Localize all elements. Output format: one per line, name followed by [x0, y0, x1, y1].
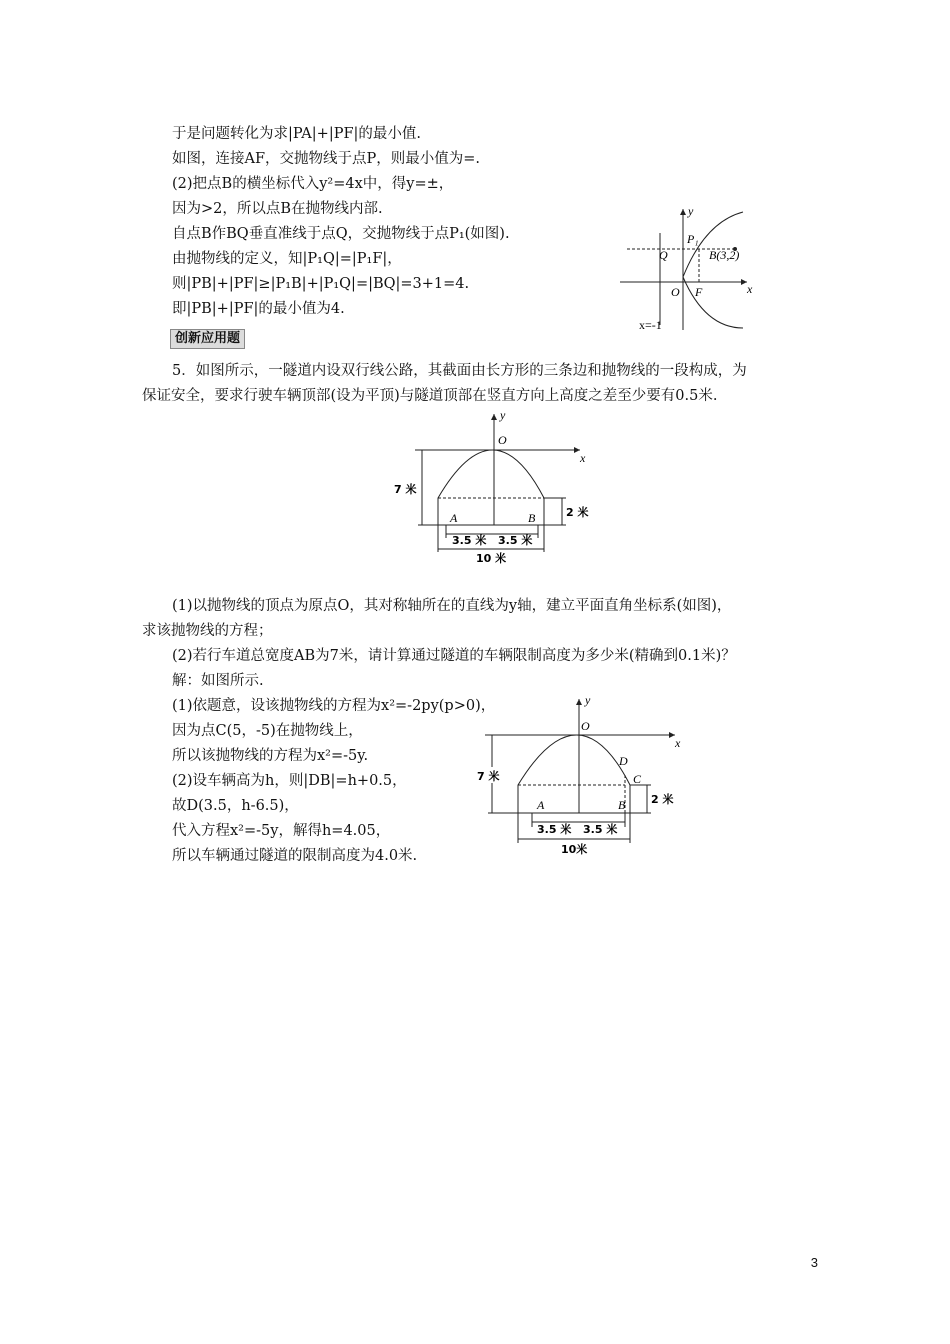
- q2-line: (2)若行车道总宽度AB为7米，请计算通过隧道的车辆限制高度为多少米(精确到0.1米)？: [172, 648, 736, 664]
- fig2-half-right: 3.5 米: [498, 534, 533, 547]
- fig3-width-label: 10米: [561, 843, 588, 856]
- fig1-origin-label: O: [671, 285, 680, 299]
- section-badge: 创新应用题: [170, 329, 245, 349]
- fig1-y-label: y: [688, 204, 694, 218]
- fig3-b-label: B: [618, 798, 626, 812]
- fig3-a-label: A: [537, 798, 545, 812]
- fig2-b-label: B: [528, 511, 536, 525]
- fig1-p1-label: P₁: [687, 232, 699, 246]
- fig3-d-label: D: [619, 754, 628, 768]
- solution5-line-2: 因为点C(5，-5)在抛物线上，: [172, 723, 363, 739]
- solution5-line-6: 代入方程x²=-5y，解得h=4.05，: [172, 823, 391, 839]
- fig2-half-left: 3.5 米: [452, 534, 487, 547]
- fig2-x-label: x: [580, 451, 586, 465]
- fig1-focus-label: F: [695, 285, 703, 299]
- fig3-origin-label: O: [581, 719, 590, 733]
- fig3-y-label: y: [585, 693, 591, 707]
- fig2-y-label: y: [500, 408, 506, 422]
- fig1-b-label: B(3,2): [709, 248, 740, 262]
- fig3-half-right: 3.5 米: [583, 823, 618, 836]
- parabola-curve: [683, 212, 743, 328]
- fig2-side-label: 2 米: [566, 506, 589, 519]
- fig3-c-label: C: [633, 772, 642, 786]
- figure-tunnel-solution: [475, 695, 695, 860]
- y-axis-arrow-icon: [680, 209, 686, 215]
- solution-line-6: 由抛物线的定义，知|P₁Q|=|P₁F|，: [172, 251, 402, 267]
- fig2-width-label: 10 米: [476, 552, 507, 565]
- solution-line-4: 因为>2，所以点B在抛物线内部.: [172, 201, 383, 217]
- fig2-origin-label: O: [498, 433, 507, 447]
- y-axis-arrow-icon: [576, 699, 582, 705]
- q1-line-2: 求该抛物线的方程；: [142, 623, 273, 639]
- y-axis-arrow-icon: [491, 414, 497, 420]
- problem5-line-2: 保证安全，要求行驶车辆顶部(设为平顶)与隧道顶部在竖直方向上高度之差至少要有0.5米.: [142, 388, 718, 404]
- solution-line-7: 则|PB|+|PF|≥|P₁B|+|P₁Q|=|BQ|=3+1=4.: [172, 276, 470, 292]
- solution-line-1: 于是问题转化为求|PA|+|PF|的最小值.: [172, 126, 422, 142]
- solution-line-3: (2)把点B的横坐标代入y²=4x中，得y=±，: [172, 176, 454, 192]
- tunnel-outline: [518, 735, 630, 813]
- fig1-x-label: x: [747, 282, 753, 296]
- fig3-side-label: 2 米: [651, 793, 674, 806]
- solution5-line-1: (1)依题意，设该抛物线的方程为x²=-2py(p>0)，: [172, 698, 496, 714]
- fig2-height-label: 7 米: [394, 483, 417, 496]
- page-number: 3: [810, 1255, 818, 1270]
- fig2-a-label: A: [450, 511, 458, 525]
- solution5-line-5: 故D(3.5，h-6.5)，: [172, 798, 299, 814]
- solution5-line-7: 所以车辆通过隧道的限制高度为4.0米.: [172, 848, 418, 864]
- figure-tunnel: [390, 410, 600, 570]
- solution-line-5: 自点B作BQ垂直准线于点Q，交抛物线于点P₁(如图).: [172, 226, 510, 242]
- solution-line-2: 如图，连接AF，交抛物线于点P，则最小值为=.: [172, 151, 481, 167]
- solution5-intro: 解：如图所示.: [172, 673, 264, 689]
- solution5-line-3: 所以该抛物线的方程为x²=-5y.: [172, 748, 369, 764]
- fig1-q-label: Q: [659, 248, 668, 262]
- fig3-height-label: 7 米: [477, 770, 500, 783]
- solution-line-8: 即|PB|+|PF|的最小值为4.: [172, 301, 345, 317]
- figure-parabola-focus: [615, 205, 765, 335]
- fig3-half-left: 3.5 米: [537, 823, 572, 836]
- fig1-directrix-label: x=-1: [639, 318, 662, 332]
- q1-line-1: (1)以抛物线的顶点为原点O，其对称轴所在的直线为y轴，建立平面直角坐标系(如图)，: [172, 598, 732, 614]
- fig3-x-label: x: [675, 736, 681, 750]
- problem5-line-1: 5．如图所示，一隧道内设双行线公路，其截面由长方形的三条边和抛物线的一段构成，为: [172, 363, 747, 379]
- solution5-line-4: (2)设车辆高为h，则|DB|=h+0.5，: [172, 773, 407, 789]
